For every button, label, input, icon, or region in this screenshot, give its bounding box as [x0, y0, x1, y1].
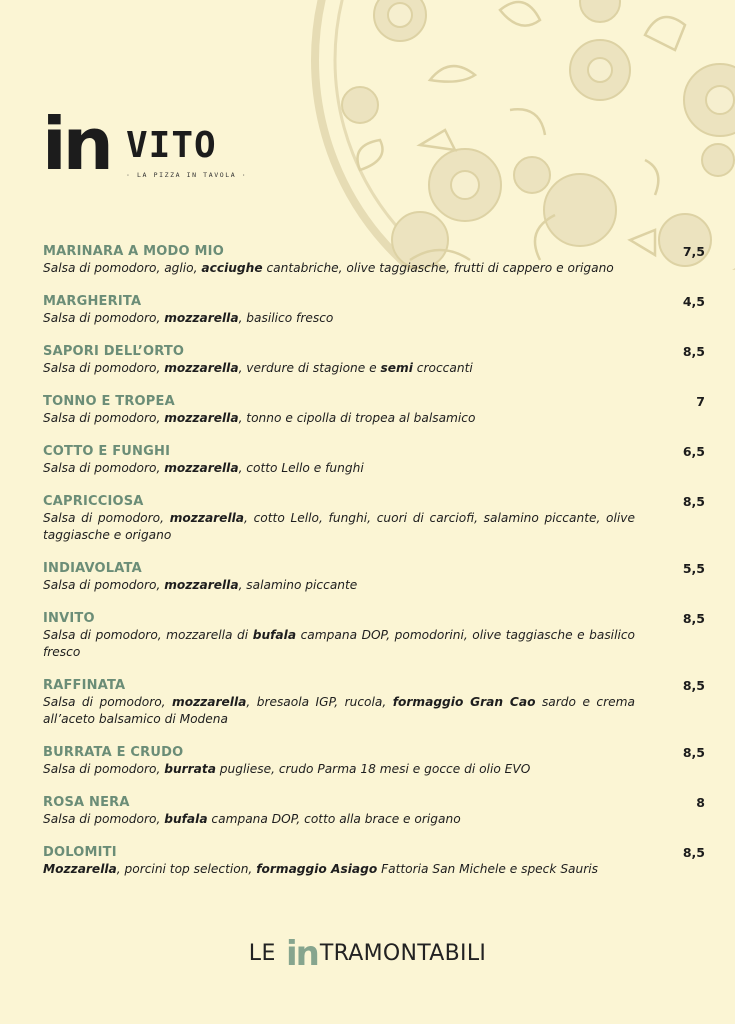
- menu-item-price: 5,5: [682, 561, 705, 576]
- menu-item: [43, 560, 705, 594]
- menu-item-price: 7: [696, 394, 705, 409]
- ingredient-highlight: bufala: [164, 812, 208, 826]
- description-text: croccanti: [412, 361, 473, 375]
- description-text: cantabriche, olive taggiasche, frutti di cappero e origano: [262, 261, 614, 275]
- menu-item: [43, 844, 705, 878]
- ingredient-highlight: formaggio Gran Cao: [392, 695, 536, 709]
- description-text: Salsa di pomodoro,: [43, 461, 165, 475]
- footer-title: TRAMONTABILI: [319, 941, 487, 966]
- menu-item-name: CAPRICCIOSA: [43, 494, 144, 509]
- menu-item: [43, 794, 705, 828]
- menu-item-name: BURRATA E CRUDO: [43, 745, 184, 760]
- menu-item-description: [43, 310, 635, 327]
- description-text: , tonno e cipolla di tropea al balsamico: [238, 411, 476, 425]
- description-text: Salsa di pomodoro, mozzarella di: [43, 628, 253, 642]
- menu-item: [43, 443, 705, 477]
- menu-item: [43, 243, 705, 277]
- menu-item-name: MARINARA A MODO MIO: [43, 244, 224, 259]
- ingredient-highlight: burrata: [164, 762, 216, 776]
- section-footer: [0, 936, 735, 986]
- description-text: , bresaola IGP, rucola,: [246, 695, 393, 709]
- ingredient-highlight: Mozzarella: [43, 862, 117, 876]
- menu-item-name: DOLOMITI: [43, 845, 117, 860]
- footer-prefix: LE: [248, 941, 276, 966]
- footer-in-mark: in: [285, 934, 318, 974]
- menu-item-price: 4,5: [682, 294, 705, 309]
- menu-item-description: [43, 577, 635, 594]
- logo-in-mark: in: [42, 102, 110, 186]
- menu-item-price: 8,5: [682, 678, 705, 693]
- menu-item-description: [43, 627, 635, 661]
- menu-item-description: [43, 360, 635, 377]
- ingredient-highlight: mozzarella: [169, 511, 245, 525]
- menu-item-description: [43, 761, 635, 778]
- description-text: Salsa di pomodoro, aglio,: [43, 261, 202, 275]
- logo-tagline: · LA PIZZA IN TAVOLA ·: [126, 171, 248, 179]
- menu-item-price: 8,5: [682, 611, 705, 626]
- logo-vito-text: VITO: [126, 125, 217, 166]
- menu-item: [43, 677, 705, 728]
- menu-item: [43, 493, 705, 544]
- invito-logo: [42, 102, 248, 192]
- menu-item-price: 8,5: [682, 745, 705, 760]
- description-text: Salsa di pomodoro,: [43, 762, 165, 776]
- description-text: Salsa di pomodoro,: [43, 695, 173, 709]
- menu-item-description: [43, 460, 635, 477]
- description-text: Salsa di pomodoro,: [43, 578, 165, 592]
- description-text: Salsa di pomodoro,: [43, 361, 165, 375]
- pizza-illustration: [300, 0, 735, 270]
- menu-item-name: INDIAVOLATA: [43, 561, 142, 576]
- menu-item-name: SAPORI DELL’ORTO: [43, 344, 185, 359]
- description-text: Salsa di pomodoro,: [43, 511, 170, 525]
- description-text: campana DOP, cotto alla brace e origano: [207, 812, 461, 826]
- menu-item-description: [43, 694, 635, 728]
- menu-item: [43, 293, 705, 327]
- menu-item-description: [43, 510, 635, 544]
- description-text: Fattoria San Michele e speck Sauris: [377, 862, 598, 876]
- menu-item-price: 8,5: [682, 494, 705, 509]
- description-text: , salamino piccante: [238, 578, 358, 592]
- menu-item-description: [43, 811, 635, 828]
- description-text: Salsa di pomodoro,: [43, 812, 165, 826]
- ingredient-highlight: mozzarella: [164, 461, 239, 475]
- pizza-menu-list: [43, 243, 705, 878]
- ingredient-highlight: mozzarella: [164, 411, 239, 425]
- menu-item-name: TONNO E TROPEA: [43, 394, 175, 409]
- menu-item-name: COTTO E FUNGHI: [43, 444, 171, 459]
- ingredient-highlight: acciughe: [201, 261, 263, 275]
- description-text: campana DOP, pomodorini, olive taggiasche e basilico fresco: [43, 628, 636, 659]
- menu-item-price: 8,5: [682, 344, 705, 359]
- description-text: , basilico fresco: [238, 311, 334, 325]
- description-text: , verdure di stagione e: [238, 361, 381, 375]
- menu-item-price: 7,5: [682, 244, 705, 259]
- description-text: Salsa di pomodoro,: [43, 311, 165, 325]
- menu-item-price: 8: [696, 795, 705, 810]
- ingredient-highlight: mozzarella: [172, 695, 247, 709]
- ingredient-highlight: bufala: [252, 628, 297, 642]
- menu-item-description: [43, 260, 635, 277]
- menu-item-name: INVITO: [43, 611, 95, 626]
- description-text: sardo e crema all’aceto balsamico di Modena: [43, 695, 635, 726]
- menu-item: [43, 744, 705, 778]
- menu-item-name: MARGHERITA: [43, 294, 142, 309]
- menu-item: [43, 343, 705, 377]
- menu-item-name: ROSA NERA: [43, 795, 130, 810]
- description-text: , cotto Lello e funghi: [238, 461, 364, 475]
- description-text: Salsa di pomodoro,: [43, 411, 165, 425]
- menu-item-price: 6,5: [682, 444, 705, 459]
- menu-item-name: RAFFINATA: [43, 678, 126, 693]
- menu-item: [43, 393, 705, 427]
- description-text: , cotto Lello, funghi, cuori di carciofi, salamino piccante, olive taggiasche e origano: [43, 511, 635, 542]
- menu-item-description: [43, 861, 635, 878]
- description-text: , porcini top selection,: [116, 862, 257, 876]
- ingredient-highlight: mozzarella: [164, 578, 239, 592]
- ingredient-highlight: mozzarella: [164, 361, 239, 375]
- menu-item: [43, 610, 705, 661]
- menu-item-price: 8,5: [682, 845, 705, 860]
- ingredient-highlight: formaggio Asiago: [256, 862, 378, 876]
- menu-item-description: [43, 410, 635, 427]
- ingredient-highlight: semi: [380, 361, 413, 375]
- description-text: pugliese, crudo Parma 18 mesi e gocce di olio EVO: [215, 762, 531, 776]
- ingredient-highlight: mozzarella: [164, 311, 239, 325]
